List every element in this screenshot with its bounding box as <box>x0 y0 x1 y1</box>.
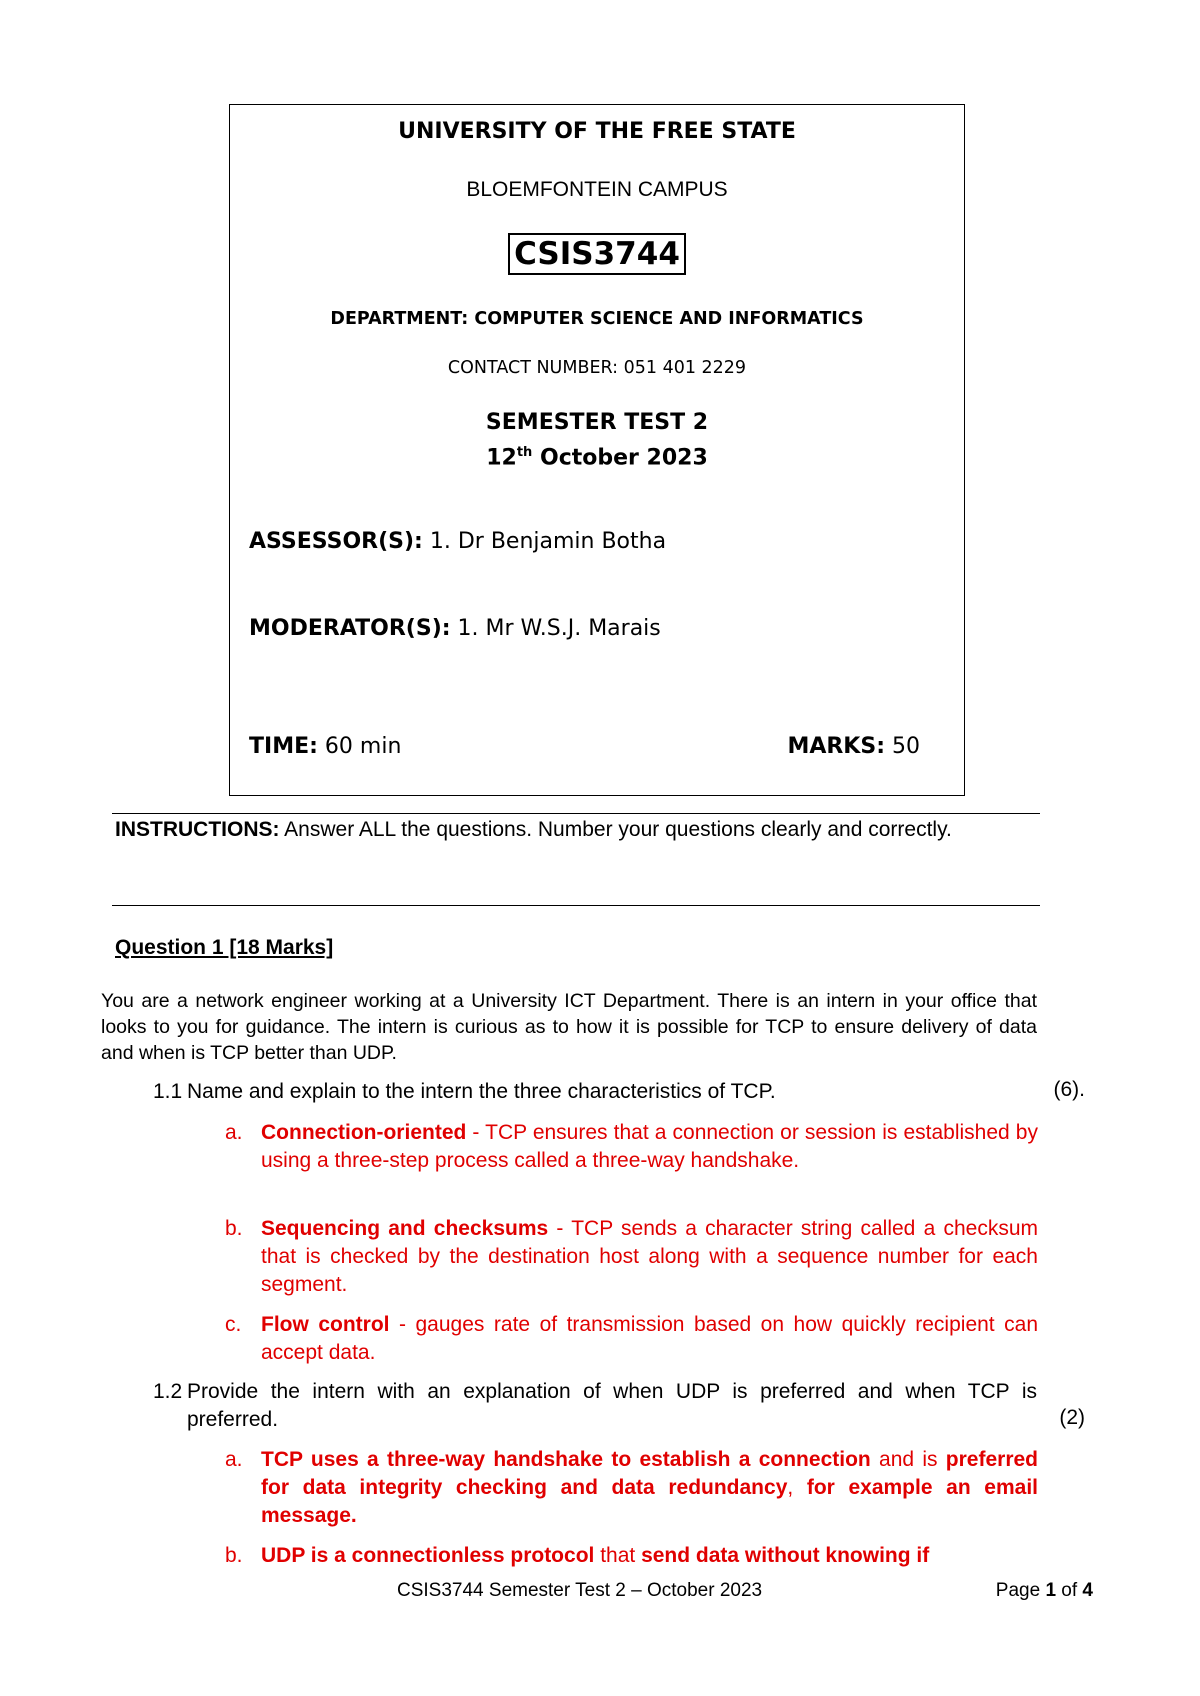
question-1-heading: Question 1 [18 Marks] <box>115 936 334 959</box>
moderator-row <box>249 616 661 641</box>
moderator-label: MODERATOR(S): <box>249 616 451 641</box>
marks-label: MARKS: <box>787 734 885 759</box>
marks-row <box>787 734 920 759</box>
time-value: 60 min <box>317 734 402 759</box>
university-name: UNIVERSITY OF THE FREE STATE <box>398 119 796 144</box>
answer-text: - gauges rate of transmission based on how quickly recipient can accept data. <box>261 1313 1038 1364</box>
date-suffix: th <box>516 445 533 460</box>
cover-box <box>229 104 965 796</box>
contact-number: CONTACT NUMBER: 051 401 2229 <box>447 358 747 378</box>
page-number: 1 <box>1045 1580 1057 1601</box>
test-title <box>230 408 964 473</box>
question-text: Name and explain to the intern the three characteristics of TCP. <box>187 1080 776 1103</box>
answer-term: Flow control <box>261 1313 390 1336</box>
page-word: Page <box>995 1580 1046 1601</box>
divider-top <box>112 813 1040 814</box>
answer-term: UDP is a connectionless protocol <box>261 1544 595 1567</box>
date-rest: October 2023 <box>532 445 708 471</box>
campus-name: BLOEMFONTEIN CAMPUS <box>466 178 728 201</box>
answer-term-2: send data without knowing if <box>641 1544 930 1567</box>
of-word: of <box>1056 1580 1083 1601</box>
answer-term-2: preferred for data integrity checking and data redundancy <box>261 1448 1038 1499</box>
answer-text: - TCP ensures that a connection or session is established by using a three-step process called a three-way handshake. <box>261 1121 1038 1172</box>
assessor-value: 1. Dr Benjamin Botha <box>422 529 667 554</box>
answer-label: a. <box>225 1448 243 1471</box>
assessor-label: ASSESSOR(S): <box>249 529 423 554</box>
answer-1-1-b <box>225 1215 1038 1299</box>
answer-term: TCP uses a three-way handshake to establish a connection <box>261 1448 871 1471</box>
moderator-value: 1. Mr W.S.J. Marais <box>450 616 661 641</box>
answer-term: Sequencing and checksums <box>261 1217 549 1240</box>
test-date <box>230 438 964 473</box>
date-day: 12 <box>486 445 517 471</box>
question-1-intro: You are a network engineer working at a University ICT Department. There is an intern in your office that looks to you for guidance. The intern is curious as to how it is possible for TCP to ensure delivery of data and when is TCP better than UDP. <box>101 990 1037 1064</box>
instructions-text: Answer ALL the questions. Number your questions clearly and correctly. <box>279 818 952 841</box>
question-1-1 <box>153 1078 1037 1106</box>
answer-label: b. <box>225 1544 243 1567</box>
course-code-wrap <box>230 233 964 275</box>
answer-label: b. <box>225 1217 243 1240</box>
answer-1-1-c <box>225 1311 1038 1367</box>
answer-1-2-b <box>225 1542 1038 1570</box>
instructions-label: INSTRUCTIONS: <box>115 818 280 841</box>
marks-value: 50 <box>885 734 920 759</box>
question-1-1-marks: (6). <box>1053 1078 1085 1101</box>
answer-text: - TCP sends a character string called a checksum that is checked by the destination host along with a sequence number for each segment. <box>261 1217 1038 1296</box>
assessor-row <box>249 529 666 554</box>
page-total: 4 <box>1082 1580 1093 1601</box>
question-text: Provide the intern with an explanation of when UDP is preferred and when TCP is preferred. <box>187 1380 1037 1431</box>
answer-1-1-a <box>225 1119 1038 1175</box>
answer-label: a. <box>225 1121 243 1144</box>
instructions <box>115 816 1025 844</box>
test-name: SEMESTER TEST 2 <box>485 410 709 435</box>
question-number: 1.1 <box>153 1080 183 1103</box>
answer-text-2: , <box>787 1476 807 1499</box>
question-number: 1.2 <box>153 1380 183 1403</box>
answer-term: Connection-oriented <box>261 1121 467 1144</box>
department: DEPARTMENT: COMPUTER SCIENCE AND INFORMATICS <box>330 309 864 329</box>
divider-bottom <box>112 905 1040 906</box>
time-label: TIME: <box>249 734 318 759</box>
time-row <box>249 734 401 759</box>
answer-label: c. <box>225 1313 242 1336</box>
page-indicator <box>996 1580 1093 1602</box>
course-code: CSIS3744 <box>508 233 686 275</box>
answer-text: that <box>594 1544 642 1567</box>
answer-text: and is <box>870 1448 946 1471</box>
answer-1-2-a <box>225 1446 1038 1530</box>
footer-title: CSIS3744 Semester Test 2 – October 2023 <box>397 1580 763 1601</box>
question-1-2 <box>153 1378 1037 1434</box>
answer-term-3: for example an email message. <box>261 1476 1038 1527</box>
question-1-2-marks: (2) <box>1059 1406 1085 1429</box>
